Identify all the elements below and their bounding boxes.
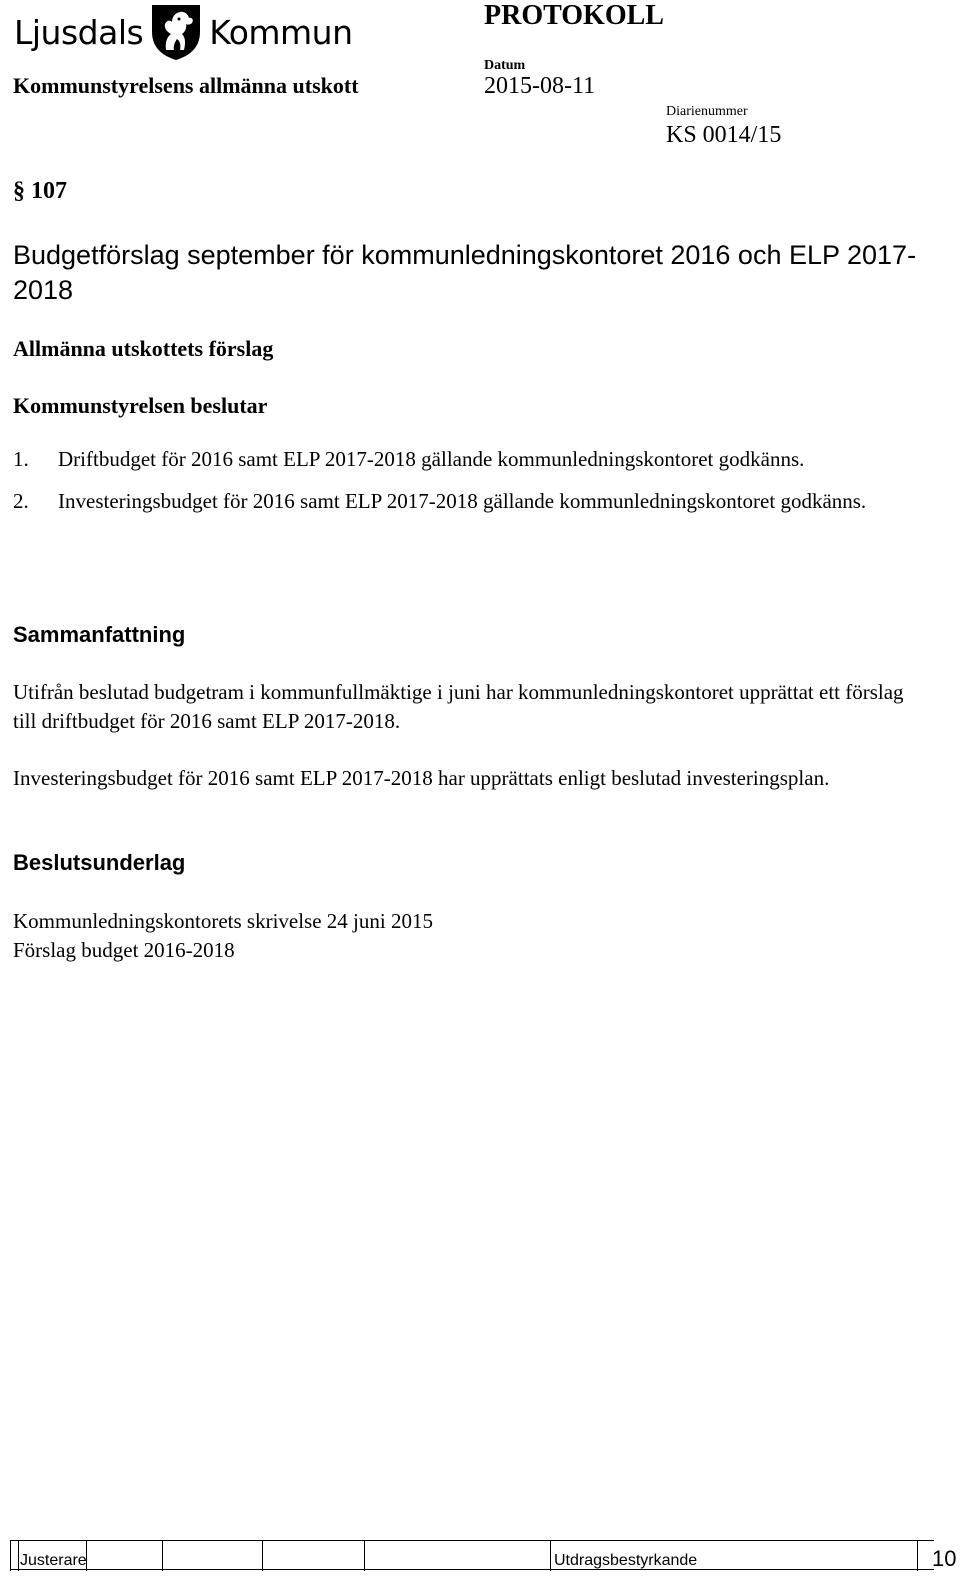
date-value: 2015-08-11 bbox=[484, 73, 596, 99]
logo-text-right: Kommun bbox=[209, 12, 353, 52]
list-item-text: Investeringsbudget för 2016 samt ELP 2017-2018 gällande kommunledningskontoret godkänns. bbox=[58, 489, 867, 513]
committee-name: Kommunstyrelsens allmänna utskott bbox=[13, 73, 359, 98]
list-item-text: Driftbudget för 2016 samt ELP 2017-2018 gällande kommunledningskontoret godkänns. bbox=[58, 447, 805, 471]
basis-item: Förslag budget 2016-2018 bbox=[13, 938, 235, 962]
basis-item: Kommunledningskontorets skrivelse 24 juni 2015 bbox=[13, 909, 433, 933]
summary-paragraph-1: Utifrån beslutad budgetram i kommunfullmäktige i juni har kommunledningskontoret upprättat ett förslag till driftbudget för 2016 samt ELP 2017-2018. bbox=[13, 680, 904, 733]
list-item-number: 2. bbox=[13, 489, 29, 513]
registration-number-label: Diarienummer bbox=[666, 104, 748, 119]
registration-number-value: KS 0014/15 bbox=[666, 122, 782, 148]
page-title: Budgetförslag september för kommunledningskontoret 2016 och ELP 2017-2018 bbox=[13, 240, 917, 305]
date-label: Datum bbox=[484, 58, 526, 73]
list-item-number: 1. bbox=[13, 447, 29, 471]
footer-cell bbox=[262, 1541, 364, 1571]
utdragsbestyrkande-label: Utdragsbestyrkande bbox=[554, 1552, 698, 1569]
coat-of-arms-lion-icon bbox=[149, 2, 203, 62]
logo-text-left: Ljusdals bbox=[14, 12, 144, 52]
justerare-label: Justerare bbox=[20, 1552, 87, 1569]
basis-heading: Beslutsunderlag bbox=[13, 850, 186, 875]
document-type: PROTOKOLL bbox=[484, 0, 664, 31]
proposal-heading: Allmänna utskottets förslag bbox=[13, 336, 274, 361]
list-item bbox=[13, 487, 933, 516]
footer-cell bbox=[86, 1541, 162, 1571]
summary-heading: Sammanfattning bbox=[13, 622, 186, 647]
list-item bbox=[13, 445, 933, 474]
footer-divider bbox=[10, 1569, 934, 1570]
paragraph-number: § 107 bbox=[13, 178, 67, 204]
page-number: 10 bbox=[932, 1546, 957, 1571]
municipality-logo bbox=[14, 2, 353, 62]
decision-list bbox=[13, 445, 933, 529]
footer-cell bbox=[10, 1541, 18, 1571]
decision-heading: Kommunstyrelsen beslutar bbox=[13, 393, 268, 418]
footer-cell bbox=[162, 1541, 262, 1571]
summary-paragraph-2: Investeringsbudget för 2016 samt ELP 2017-2018 har upprättats enligt beslutad investeringsplan. bbox=[13, 766, 830, 790]
signature-footer bbox=[10, 1540, 934, 1571]
footer-cell bbox=[364, 1541, 550, 1571]
